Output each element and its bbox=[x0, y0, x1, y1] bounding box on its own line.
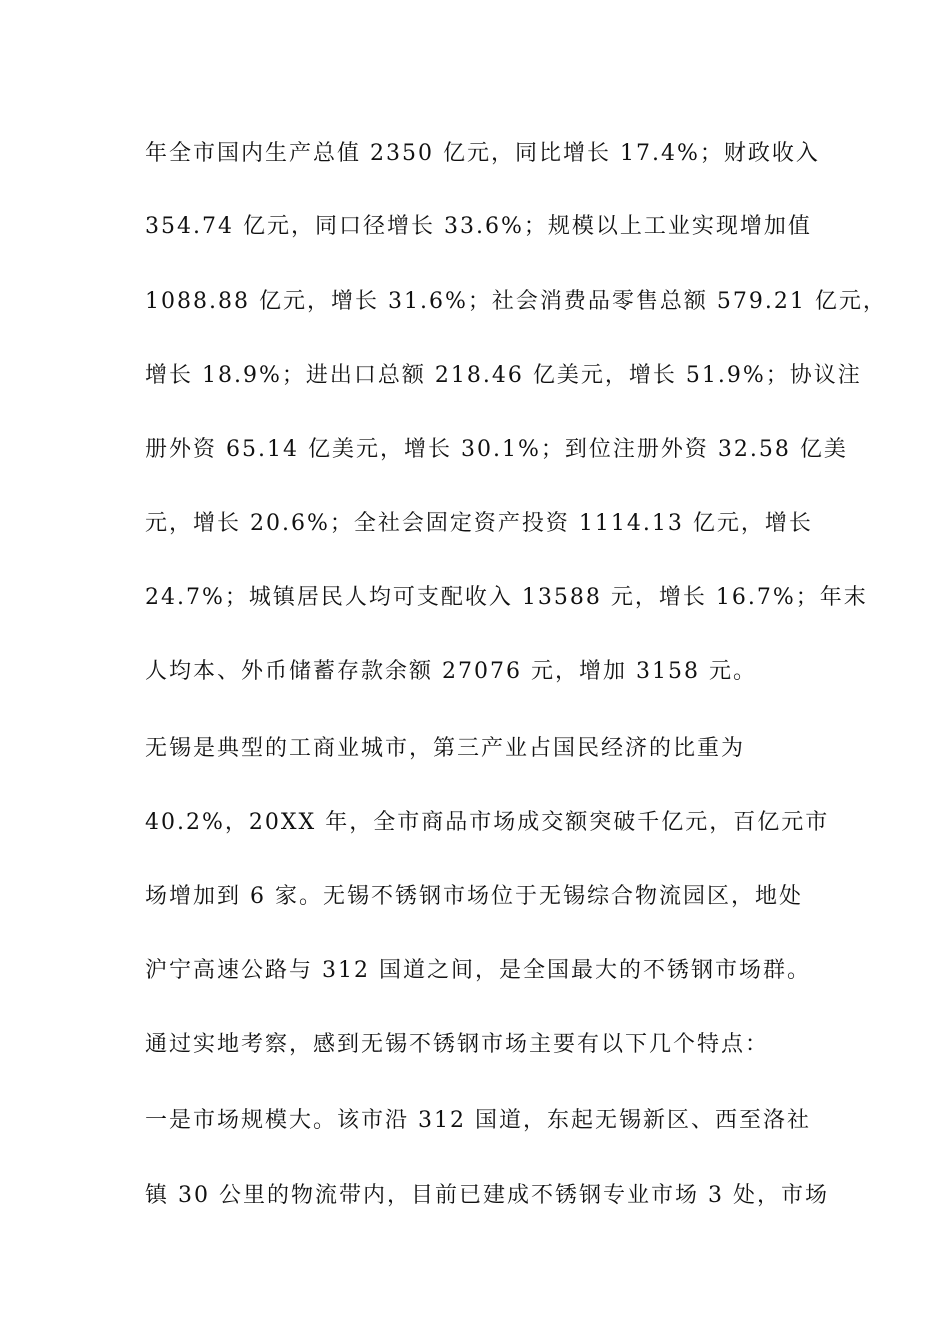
text-line: 年全市国内生产总值 2350 亿元，同比增长 17.4%；财政收入 bbox=[145, 141, 820, 166]
text-line: 沪宁高速公路与 312 国道之间，是全国最大的不锈钢市场群。 bbox=[145, 958, 811, 983]
text-line: 24.7%；城镇居民人均可支配收入 13588 元，增长 16.7%；年末 bbox=[145, 585, 868, 610]
text-line: 场增加到 6 家。无锡不锈钢市场位于无锡综合物流园区，地处 bbox=[145, 884, 803, 909]
text-line: 一是市场规模大。该市沿 312 国道，东起无锡新区、西至洛社 bbox=[145, 1108, 811, 1133]
text-line: 无锡是典型的工商业城市，第三产业占国民经济的比重为 bbox=[145, 736, 746, 761]
text-line: 增长 18.9%；进出口总额 218.46 亿美元，增长 51.9%；协议注 bbox=[145, 363, 862, 388]
text-line: 40.2%，20XX 年，全市商品市场成交额突破千亿元，百亿元市 bbox=[145, 810, 830, 835]
text-line: 354.74 亿元，同口径增长 33.6%；规模以上工业实现增加值 bbox=[145, 214, 812, 239]
text-line: 通过实地考察，感到无锡不锈钢市场主要有以下几个特点： bbox=[145, 1032, 770, 1057]
text-line: 元，增长 20.6%；全社会固定资产投资 1114.13 亿元，增长 bbox=[145, 511, 813, 536]
text-line: 镇 30 公里的物流带内，目前已建成不锈钢专业市场 3 处，市场 bbox=[145, 1183, 829, 1208]
text-line: 册外资 65.14 亿美元，增长 30.1%；到位注册外资 32.58 亿美 bbox=[145, 437, 848, 462]
text-line: 人均本、外币储蓄存款余额 27076 元，增加 3158 元。 bbox=[145, 659, 757, 684]
text-line: 1088.88 亿元，增长 31.6%；社会消费品零售总额 579.21 亿元， bbox=[145, 289, 887, 314]
